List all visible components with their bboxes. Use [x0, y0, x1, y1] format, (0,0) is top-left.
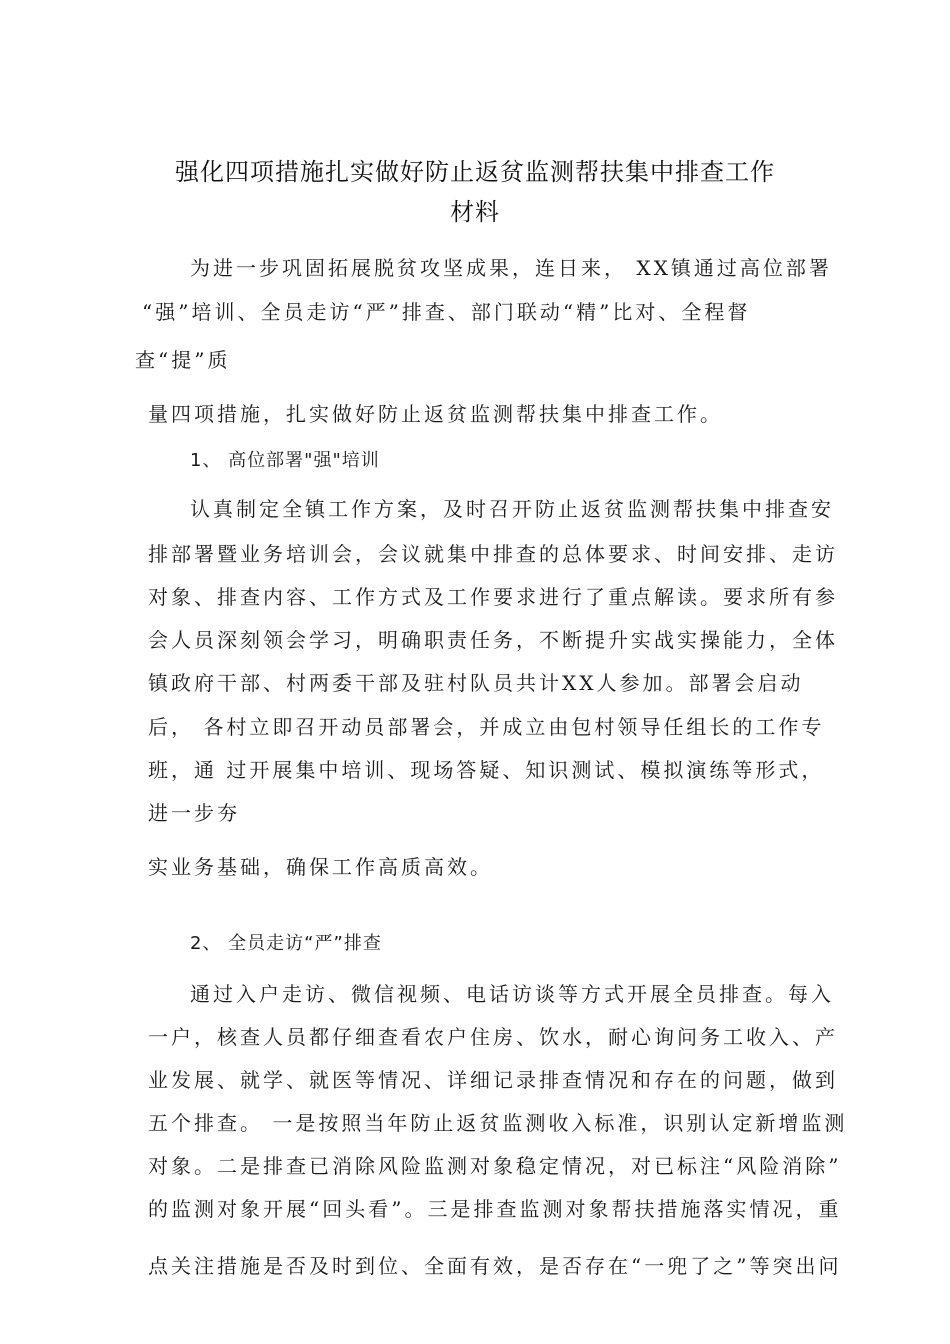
section-1-line: 班，通 过开展集中培训、现场答疑、知识测试、模拟演练等形式，	[148, 758, 825, 782]
section-2-line: 的监测对象开展“回头看”。三是排查监测对象帮扶措施落实情况，重	[148, 1197, 842, 1221]
section-1-heading: 1、 高位部署"强"培训	[190, 450, 380, 471]
section-2-line: 业发展、就学、就医等情况、详细记录排查情况和存在的问题，做到	[148, 1068, 838, 1092]
section-1-line: 进一步夯	[148, 801, 240, 825]
section-2-line: 对象。二是排查已消除风险监测对象稳定情况，对已标注“风险消除”	[148, 1154, 842, 1178]
section-2-heading: 2、 全员走访“严”排查	[190, 933, 382, 954]
section-2-line: 一户，核查人员都仔细查看农户住房、饮水，耐心询问务工收入、产	[148, 1025, 838, 1049]
section-1-line: 认真制定全镇工作方案，及时召开防止返贫监测帮扶集中排查安	[190, 497, 834, 521]
section-1-line: 镇政府干部、村两委干部及驻村队员共计XX人参加。部署会启动	[148, 671, 804, 695]
section-1-line: 会人员深刻领会学习，明确职责任务，不断提升实战实操能力，全体	[148, 628, 838, 652]
section-1-line: 排部署暨业务培训会，会议就集中排查的总体要求、时间安排、走访	[148, 542, 838, 566]
intro-line: 为进一步巩固拓展脱贫攻坚成果，连日来， XX镇通过高位部署	[190, 256, 832, 280]
section-2-line: 五个排查。 一是按照当年防止返贫监测收入标准，识别认定新增监测	[148, 1111, 848, 1135]
section-2-line: 点关注措施是否及时到位、全面有效，是否存在“一兜了之”等突出问	[148, 1254, 842, 1278]
intro-line: 量四项措施，扎实做好防止返贫监测帮扶集中排查工作。	[148, 402, 723, 426]
section-2-line: 通过入户走访、微信视频、电话访谈等方式开展全员排查。每入	[190, 982, 834, 1006]
section-1-line: 对象、排查内容、工作方式及工作要求进行了重点解读。要求所有参	[148, 585, 838, 609]
document-title-line-2: 材料	[450, 198, 500, 226]
section-1-line: 后， 各村立即召开动员部署会，并成立由包村领导任组长的工作专	[148, 715, 825, 739]
document-title-line-1: 强化四项措施扎实做好防止返贫监测帮扶集中排查工作	[175, 158, 775, 186]
intro-line: “强”培训、全员走访“严”排查、部门联动“精”比对、全程督	[142, 300, 751, 324]
intro-line: 查“提”质	[135, 348, 231, 372]
section-1-line: 实业务基础，确保工作高质高效。	[148, 855, 493, 879]
